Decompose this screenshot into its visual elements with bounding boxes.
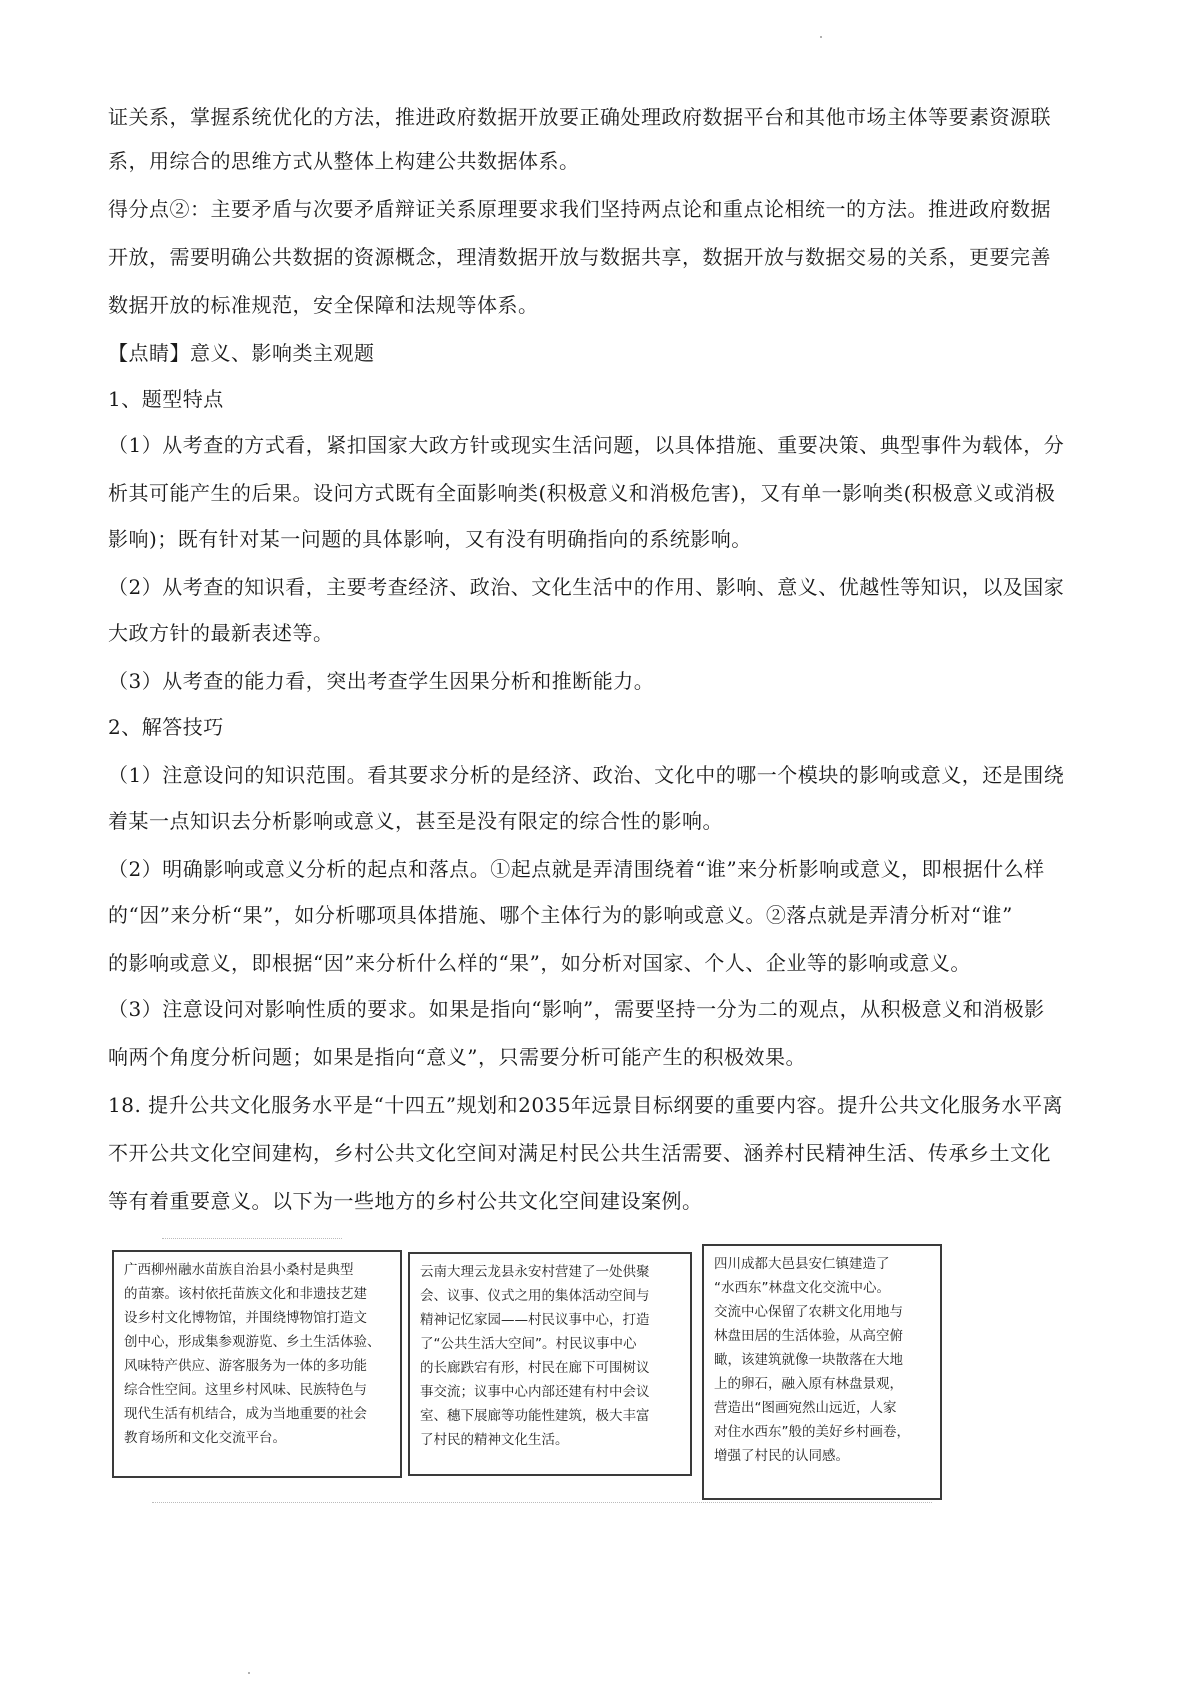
text-line: 影响)；既有针对某一问题的具体影响，又有没有明确指向的系统影响。 bbox=[108, 527, 752, 551]
case-text-line: 增强了村民的认同感。 bbox=[714, 1448, 849, 1464]
scan-speck bbox=[248, 1672, 250, 1674]
question-18-line: 18. 提升公共文化服务水平是“十四五”规划和2035年远景目标纲要的重要内容。提升公共文化服务水平离 bbox=[108, 1093, 1064, 1117]
text-line: 大政方针的最新表述等。 bbox=[108, 621, 334, 645]
case-figure bbox=[112, 1238, 944, 1508]
text-line: 的“因”来分析“果”，如分析哪项具体措施、哪个主体行为的影响或意义。②落点就是弄清分析对“谁” bbox=[108, 903, 1013, 927]
case-text-line: 室、穗下展廊等功能性建筑，极大丰富 bbox=[420, 1408, 650, 1424]
case-text-line: 对住水西东”般的美好乡村画卷， bbox=[714, 1424, 910, 1440]
text-line: （3）注意设问对影响性质的要求。如果是指向“影响”，需要坚持一分为二的观点，从积极意义和消极影 bbox=[108, 997, 1045, 1021]
text-line: 的影响或意义，即根据“因”来分析什么样的“果”，如分析对国家、个人、企业等的影响或意义。 bbox=[108, 951, 971, 975]
text-line: （2）明确影响或意义分析的起点和落点。①起点就是弄清围绕着“谁”来分析影响或意义，即根据什么样 bbox=[108, 857, 1045, 881]
scan-speck bbox=[820, 36, 822, 38]
subheading: 2、解答技巧 bbox=[108, 715, 224, 739]
text-line: 开放，需要明确公共数据的资源概念，理清数据开放与数据共享，数据开放与数据交易的关系，更要完善 bbox=[108, 245, 1051, 269]
case-text-line: 广西柳州融水苗族自治县小桑村是典型 bbox=[124, 1262, 354, 1278]
question-18-line: 不开公共文化空间建构，乡村公共文化空间对满足村民公共生活需要、涵养村民精神生活、传承乡土文化 bbox=[108, 1141, 1051, 1165]
case-box-guangxi bbox=[112, 1250, 402, 1478]
text-line: （3）从考查的能力看，突出考查学生因果分析和推断能力。 bbox=[108, 669, 655, 693]
case-text-line: 综合性空间。这里乡村风味、民族特色与 bbox=[124, 1382, 367, 1398]
case-box-yunnan bbox=[408, 1252, 692, 1476]
case-text-line: 了“公共生活大空间”。村民议事中心 bbox=[420, 1336, 637, 1352]
case-text-line: 营造出“图画宛然山远近，人家 bbox=[714, 1400, 897, 1416]
case-text-line: 风味特产供应、游客服务为一体的多功能 bbox=[124, 1358, 367, 1374]
case-text-line: 事交流；议事中心内部还建有村中会议 bbox=[420, 1384, 650, 1400]
case-text-line: 的苗寨。该村依托苗族文化和非遗技艺建 bbox=[124, 1286, 367, 1302]
scan-dotted-line bbox=[152, 1502, 932, 1504]
text-line: 析其可能产生的后果。设问方式既有全面影响类(积极意义和消极危害)，又有单一影响类(积极意义或消极 bbox=[108, 481, 1056, 505]
case-text-line: 林盘田居的生活体验，从高空俯 bbox=[714, 1328, 903, 1344]
text-line: 数据开放的标准规范，安全保障和法规等体系。 bbox=[108, 293, 539, 317]
scan-dotted-line bbox=[162, 1238, 342, 1240]
text-line: 证关系，掌握系统优化的方法，推进政府数据开放要正确处理政府数据平台和其他市场主体等要素资源联 bbox=[108, 105, 1051, 129]
question-18-line: 等有着重要意义。以下为一些地方的乡村公共文化空间建设案例。 bbox=[108, 1189, 703, 1213]
subheading: 1、题型特点 bbox=[108, 387, 224, 411]
case-text-line: 精神记忆家园——村民议事中心，打造 bbox=[420, 1312, 650, 1328]
case-text-line: 瞰，该建筑就像一块散落在大地 bbox=[714, 1352, 903, 1368]
case-text-line: 的长廊跌宕有形，村民在廊下可围树议 bbox=[420, 1360, 650, 1376]
case-text-line: 教育场所和文化交流平台。 bbox=[124, 1430, 286, 1446]
case-text-line: 四川成都大邑县安仁镇建造了 bbox=[714, 1256, 890, 1272]
text-line: 系，用综合的思维方式从整体上构建公共数据体系。 bbox=[108, 149, 580, 173]
text-line: 得分点②：主要矛盾与次要矛盾辩证关系原理要求我们坚持两点论和重点论相统一的方法。推进政府数据 bbox=[108, 197, 1051, 221]
section-heading: 【点睛】意义、影响类主观题 bbox=[108, 341, 375, 365]
text-line: 着某一点知识去分析影响或意义，甚至是没有限定的综合性的影响。 bbox=[108, 809, 723, 833]
case-text-line: 上的卵石，融入原有林盘景观， bbox=[714, 1376, 903, 1392]
text-line: （1）从考查的方式看，紧扣国家大政方针或现实生活问题，以具体措施、重要决策、典型事件为载体，分 bbox=[108, 433, 1065, 457]
case-text-line: 设乡村文化博物馆，并围绕博物馆打造文 bbox=[124, 1310, 367, 1326]
text-line: （2）从考查的知识看，主要考查经济、政治、文化生活中的作用、影响、意义、优越性等知识，以及国家 bbox=[108, 575, 1065, 599]
case-text-line: 创中心，形成集参观游览、乡土生活体验、 bbox=[124, 1334, 381, 1350]
case-text-line: 云南大理云龙县永安村营建了一处供聚 bbox=[420, 1264, 650, 1280]
case-text-line: 交流中心保留了农耕文化用地与 bbox=[714, 1304, 903, 1320]
case-text-line: 现代生活有机结合，成为当地重要的社会 bbox=[124, 1406, 367, 1422]
text-line: 响两个角度分析问题；如果是指向“意义”，只需要分析可能产生的积极效果。 bbox=[108, 1045, 806, 1069]
case-text-line: 会、议事、仪式之用的集体活动空间与 bbox=[420, 1288, 650, 1304]
text-line: （1）注意设问的知识范围。看其要求分析的是经济、政治、文化中的哪一个模块的影响或意义，还是围绕 bbox=[108, 763, 1065, 787]
case-text-line: “水西东”林盘文化交流中心。 bbox=[714, 1280, 890, 1296]
case-box-sichuan bbox=[702, 1244, 942, 1500]
case-text-line: 了村民的精神文化生活。 bbox=[420, 1432, 569, 1448]
